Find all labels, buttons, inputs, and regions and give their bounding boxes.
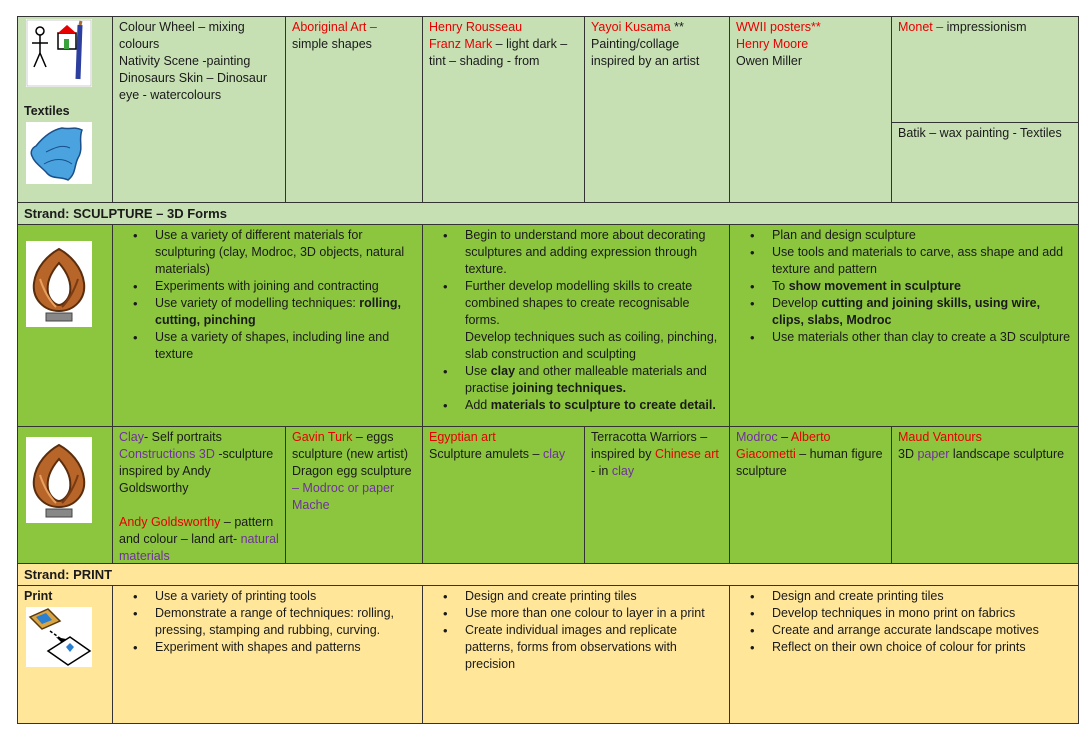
artist-name: Henry Rousseau: [429, 20, 523, 34]
artist-text: –: [777, 430, 791, 444]
artist-text: Dragon egg sculpture: [292, 464, 412, 478]
skill-text: To: [772, 279, 789, 293]
artist-name: Henry Moore: [736, 37, 809, 51]
skill-bullet: • Experiment with shapes and patterns: [155, 639, 416, 656]
skill-bullet: • Create individual images and replicate patterns, forms from observations with precision: [465, 622, 723, 673]
skill-emphasis: cutting and joining skills, using wire, clips, slabs, Modroc: [772, 296, 1041, 327]
artist-text: – eggs sculpture (new artist): [292, 430, 409, 461]
sculpture-skills-3: [729, 224, 1079, 427]
sculpture-icon: [26, 437, 92, 523]
artist-name: Yayoi Kusama: [591, 20, 671, 34]
skill-bullet: • Use materials other than clay to create a 3D sculpture: [772, 329, 1072, 346]
skill-text: and other malleable materials and practise: [465, 364, 707, 395]
artist-text: 3D: [898, 447, 918, 461]
painting-cell-3: [422, 16, 585, 203]
skill-text: Develop: [772, 296, 822, 310]
print-label: Print: [24, 589, 53, 603]
skill-emphasis: show movement in sculpture: [788, 279, 961, 293]
print-icon-cell: [17, 585, 113, 724]
artist-text: -sculpture inspired by Andy Goldsworthy: [119, 447, 274, 495]
painting-cell-5: [729, 16, 892, 203]
skill-bullet: [772, 278, 1072, 295]
material-name: natural materials: [119, 532, 279, 563]
painting-item: – light dark – tint – shading - from: [429, 37, 568, 68]
artist-name: WWII posters**: [736, 20, 821, 34]
skill-emphasis: joining techniques.: [512, 381, 627, 395]
skill-bullet: • Experiments with joining and contracting: [155, 278, 416, 295]
skill-bullet: • Plan and design sculpture: [772, 227, 1072, 244]
skill-bullet: • Use tools and materials to carve, ass shape and add texture and pattern: [772, 244, 1072, 278]
painting-item: simple shapes: [292, 37, 372, 51]
skill-text: Use variety of modelling techniques:: [155, 296, 360, 310]
skill-text: Add: [465, 398, 491, 412]
skill-bullet: [772, 295, 1072, 329]
painting-cell-1: [112, 16, 286, 203]
artist-name: Maud Vantours: [898, 430, 982, 444]
artist-text: - Self portraits: [144, 430, 222, 444]
artist-text: Sculpture amulets –: [429, 447, 543, 461]
artist-name: Gavin Turk: [292, 430, 353, 444]
print-skills-1: [112, 585, 423, 724]
artist-name: Monet –: [898, 20, 944, 34]
skill-bullet: • Develop techniques in mono print on fabrics: [772, 605, 1072, 622]
sculpture-artist-1: [112, 426, 286, 564]
sculpture-artist-2: [285, 426, 423, 564]
painting-item: Painting/collage inspired by an artist: [591, 37, 700, 68]
print-skills-2: [422, 585, 730, 724]
artist-text: - in: [591, 464, 612, 478]
artist-name: Chinese art: [654, 447, 719, 461]
sculpture-icon-cell: [17, 224, 113, 427]
painting-cell-4: [584, 16, 730, 203]
sculpture-artist-6: [891, 426, 1079, 564]
printing-stamp-icon: [26, 607, 92, 667]
painting-item: Colour Wheel – mixing colours: [119, 20, 245, 51]
sculpture-artist-5: [729, 426, 892, 564]
artist-name: Aboriginal Art –: [292, 20, 377, 34]
print-skills-3: [729, 585, 1079, 724]
skill-text: Use: [465, 364, 491, 378]
skill-bullet: • Reflect on their own choice of colour for prints: [772, 639, 1072, 656]
sculpture-artist-4: [584, 426, 730, 564]
skill-emphasis: materials to sculpture to create detail.: [490, 398, 716, 412]
fabric-cloth-icon: [26, 122, 92, 184]
artist-name: Andy Goldsworthy: [119, 515, 221, 529]
skill-bullet: • Use a variety of shapes, including line and texture: [155, 329, 416, 363]
artist-text: Terracotta Warriors – inspired by: [591, 430, 708, 461]
skill-emphasis: rolling, cutting, pinching: [155, 296, 401, 327]
skill-bullet: [465, 397, 723, 414]
sculpture-skills-2: [422, 224, 730, 427]
artist-text: – human figure sculpture: [736, 447, 883, 478]
painting-icon-cell: [17, 16, 113, 203]
painting-item: Owen Miller: [736, 54, 802, 68]
artist-name: Franz Mark: [429, 37, 493, 51]
skill-bullet: • Use more than one colour to layer in a print: [465, 605, 723, 622]
sculpture-artist-3: [422, 426, 585, 564]
artist-name: Alberto Giacometti: [736, 430, 831, 461]
painting-item: Nativity Scene -painting: [119, 54, 251, 68]
sculpture-icon: [26, 241, 92, 327]
skill-bullet: • Begin to understand more about decorating sculptures and adding expression through texture.: [465, 227, 723, 278]
painting-cell-2: [285, 16, 423, 203]
skill-bullet: • Design and create printing tiles: [465, 588, 723, 605]
skill-bullet: • Use a variety of printing tools: [155, 588, 416, 605]
painting-item: impressionism: [943, 20, 1027, 34]
painting-easel-icon: [26, 19, 92, 87]
curriculum-table: [17, 16, 1079, 724]
stars: **: [670, 20, 684, 34]
painting-cell-6b: [891, 122, 1079, 203]
material-name: – Modroc or paper Mache: [292, 481, 395, 512]
artist-text: landscape sculpture: [949, 447, 1065, 461]
skill-bullet: [155, 295, 416, 329]
material-name: paper: [917, 447, 950, 461]
artist-text: – pattern and colour – land art-: [119, 515, 274, 546]
skill-bullet: • Use a variety of different materials for sculpturing (clay, Modroc, 3D objects, natural materials): [155, 227, 416, 278]
sculpture-skills-1: [112, 224, 423, 427]
material-name: Constructions 3D: [119, 447, 215, 461]
skill-continuation: Develop techniques such as coiling, pinching, slab construction and sculpting: [465, 330, 718, 361]
sculpture-icon-cell-2: [17, 426, 113, 564]
painting-item: Dinosaurs Skin – Dinosaur eye - watercolours: [119, 71, 267, 102]
artist-name: Egyptian art: [429, 430, 496, 444]
skill-emphasis: clay: [490, 364, 516, 378]
skill-bullet: • Create and arrange accurate landscape motives: [772, 622, 1072, 639]
material-name: clay: [542, 447, 566, 461]
strand-sculpture-header: Strand: SCULPTURE – 3D Forms: [17, 202, 1079, 225]
textiles-label: Textiles: [24, 104, 70, 118]
material-name: Clay: [119, 430, 145, 444]
material-name: clay: [611, 464, 635, 478]
painting-item: Batik – wax painting - Textiles: [898, 126, 1062, 140]
skill-bullet: [465, 363, 723, 397]
strand-print-header: Strand: PRINT: [17, 563, 1079, 586]
painting-cell-6: [891, 16, 1079, 123]
skill-bullet: • Further develop modelling skills to create combined shapes to create recognisable forms.: [465, 278, 723, 329]
skill-bullet: • Design and create printing tiles: [772, 588, 1072, 605]
material-name: Modroc: [736, 430, 778, 444]
skill-bullet: • Demonstrate a range of techniques: rolling, pressing, stamping and rubbing, curving.: [155, 605, 416, 639]
